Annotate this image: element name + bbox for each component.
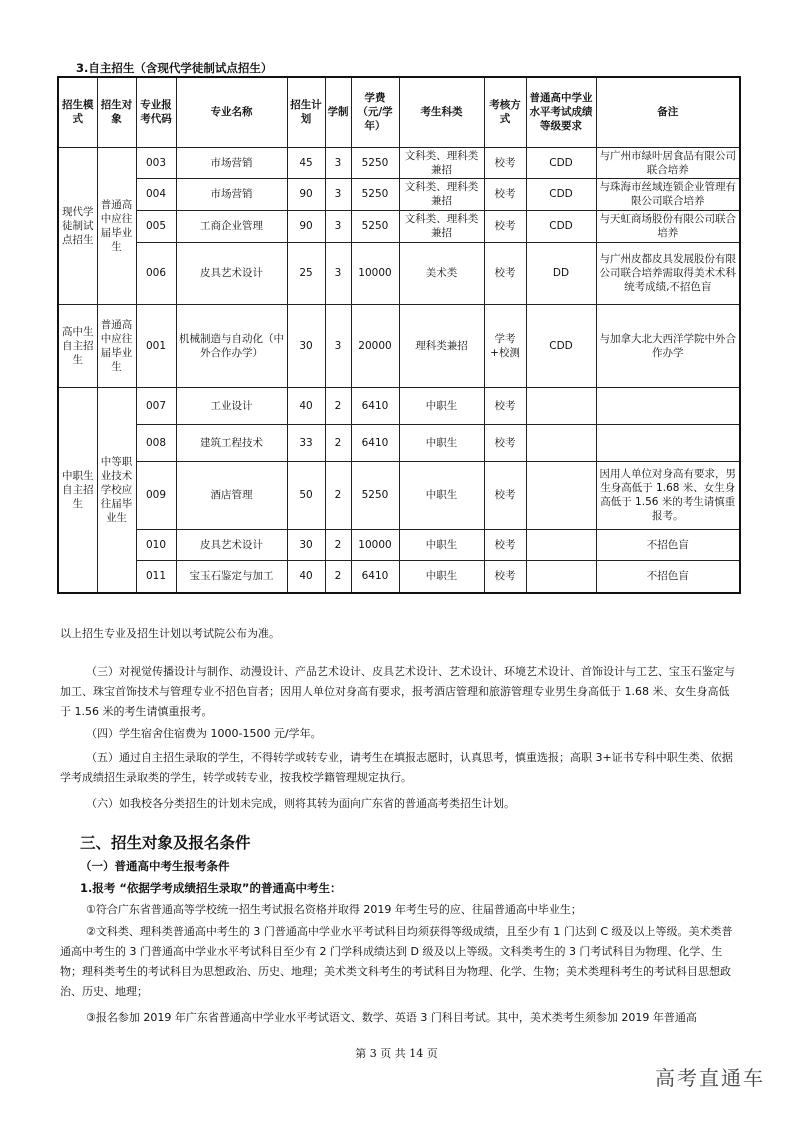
cell-remark: 与珠海市丝域连锁企业管理有限公司联合培养 [596, 178, 740, 210]
cell-remark: 与广州市绿叶居食品有限公司联合培养 [596, 147, 740, 178]
item-4: （四）学生宿舍住宿费为 1000-1500 元/学年。 [86, 727, 322, 740]
cell-exam: 校考 [484, 424, 526, 461]
condition-3: ③报名参加 2019 年广东省普通高中学业水平考试语文、数学、英语 3 门科目考试。其中，美术类考生须参加 2019 年普通高 [86, 1011, 697, 1024]
cell-exam: 学考+校测 [484, 304, 526, 387]
table-row [58, 242, 740, 304]
cell-name: 市场营销 [176, 178, 287, 210]
cell-fee: 10000 [351, 242, 399, 304]
cell-years: 2 [325, 461, 351, 529]
cell-plan: 25 [287, 242, 325, 304]
group-mode: 高中生自主招生 [58, 304, 97, 387]
cell-remark: 不招色盲 [596, 560, 740, 593]
cell-fee: 6410 [351, 560, 399, 593]
cell-exam: 校考 [484, 147, 526, 178]
cell-code: 003 [136, 147, 176, 178]
cell-code: 009 [136, 461, 176, 529]
header-years: 学制 [325, 77, 351, 147]
cell-years: 3 [325, 242, 351, 304]
cell-code: 005 [136, 210, 176, 242]
group-mode: 现代学徒制试点招生 [58, 147, 97, 304]
table-row [58, 560, 740, 593]
cell-grade [526, 529, 596, 560]
cell-grade [526, 424, 596, 461]
condition-2: ②文科类、理科类普通高中考生的 3 门普通高中学业水平考试科目均须获得等级成绩，且至少有 1 门达到 C 级及以上等级。美术类普通高中考生的 3 门普通高中学业水平考试科目至少有 2 门学科成绩达到 D 级及以上等级。文科类考生的 3 门考试科目为物理、化学、生物；理科类考生的考试科目为思想政治、历史、地理；美术类文科考生的考试科目为物理、化学、生物；美术类理科考生的考试科目思想政治、历史、地理； [60, 925, 733, 998]
cell-plan: 30 [287, 304, 325, 387]
cell-plan: 50 [287, 461, 325, 529]
cell-remark [596, 424, 740, 461]
cell-years: 2 [325, 424, 351, 461]
header-target: 招生对象 [97, 77, 136, 147]
table-row [58, 210, 740, 242]
header-fee: 学费（元/学年） [351, 77, 399, 147]
group-mode: 中职生自主招生 [58, 387, 97, 593]
cell-remark: 与加拿大北大西洋学院中外合作办学 [596, 304, 740, 387]
cell-exam: 校考 [484, 461, 526, 529]
cell-code: 011 [136, 560, 176, 593]
cell-code: 006 [136, 242, 176, 304]
cell-code: 008 [136, 424, 176, 461]
cell-code: 001 [136, 304, 176, 387]
section-heading: 三、招生对象及报名条件 [80, 834, 251, 852]
cell-exam: 校考 [484, 210, 526, 242]
table-row [58, 461, 740, 529]
cell-subject: 中职生 [399, 529, 484, 560]
cell-fee: 5250 [351, 210, 399, 242]
cell-grade [526, 461, 596, 529]
cell-plan: 40 [287, 387, 325, 424]
cell-exam: 校考 [484, 242, 526, 304]
section-title: 3.自主招生（含现代学徒制试点招生） [76, 61, 273, 75]
cell-fee: 6410 [351, 424, 399, 461]
cell-remark: 与广州皮都皮具发展股份有限公司联合培养需取得美术术科统考成绩,不招色盲 [596, 242, 740, 304]
item-5: （五）通过自主招生录取的学生，不得转学或转专业，请考生在填报志愿时，认真思考，慎重选报；高职 3+证书专科中职生类、依据学考成绩招生录取类的学生，转学或转专业，按我校学籍管理规定执行。 [60, 751, 733, 784]
cell-exam: 校考 [484, 560, 526, 593]
cell-code: 010 [136, 529, 176, 560]
group-target: 普通高中应往届毕业生 [97, 147, 136, 304]
cell-subject: 中职生 [399, 461, 484, 529]
cell-years: 3 [325, 147, 351, 178]
cell-grade [526, 387, 596, 424]
cell-grade: CDD [526, 210, 596, 242]
cell-grade: CDD [526, 178, 596, 210]
cell-subject: 中职生 [399, 424, 484, 461]
cell-name: 机械制造与自动化（中外合作办学） [176, 304, 287, 387]
table-row [58, 178, 740, 210]
cell-code: 007 [136, 387, 176, 424]
cell-name: 皮具艺术设计 [176, 529, 287, 560]
header-mode: 招生模式 [58, 77, 97, 147]
group-target: 中等职业技术学校应往届毕业生 [97, 387, 136, 593]
cell-years: 3 [325, 210, 351, 242]
cell-subject: 美术类 [399, 242, 484, 304]
header-name: 专业名称 [176, 77, 287, 147]
group-target: 普通高中应往届毕业生 [97, 304, 136, 387]
cell-name: 酒店管理 [176, 461, 287, 529]
header-grade: 普通高中学业水平考试成绩等级要求 [526, 77, 596, 147]
cell-years: 3 [325, 304, 351, 387]
table-header-row [58, 77, 740, 147]
table-row [58, 529, 740, 560]
cell-fee: 6410 [351, 387, 399, 424]
header-exam: 考核方式 [484, 77, 526, 147]
cell-exam: 校考 [484, 387, 526, 424]
page-footer: 第 3 页 共 14 页 [355, 1047, 438, 1060]
item-6: （六）如我校各分类招生的计划未完成，则将其转为面向广东省的普通高考类招生计划。 [86, 797, 515, 810]
cell-plan: 90 [287, 178, 325, 210]
cell-name: 市场营销 [176, 147, 287, 178]
cell-years: 2 [325, 529, 351, 560]
cell-remark: 不招色盲 [596, 529, 740, 560]
header-remark: 备注 [596, 77, 740, 147]
header-subject: 考生科类 [399, 77, 484, 147]
cell-name: 工商企业管理 [176, 210, 287, 242]
cell-subject: 文科类、理科类兼招 [399, 210, 484, 242]
header-plan: 招生计划 [287, 77, 325, 147]
cell-subject: 理科类兼招 [399, 304, 484, 387]
cell-fee: 20000 [351, 304, 399, 387]
cell-subject: 中职生 [399, 560, 484, 593]
table-row [58, 147, 740, 178]
watermark: 高考直通车 [655, 1066, 765, 1090]
cell-name: 皮具艺术设计 [176, 242, 287, 304]
cell-name: 宝玉石鉴定与加工 [176, 560, 287, 593]
cell-remark [596, 387, 740, 424]
cell-exam: 校考 [484, 178, 526, 210]
cell-code: 004 [136, 178, 176, 210]
subsection-heading: （一）普通高中考生报考条件 [80, 859, 230, 873]
cell-grade [526, 560, 596, 593]
cell-plan: 30 [287, 529, 325, 560]
admissions-table [57, 76, 741, 594]
cell-subject: 中职生 [399, 387, 484, 424]
cell-plan: 40 [287, 560, 325, 593]
cell-name: 工业设计 [176, 387, 287, 424]
cell-plan: 45 [287, 147, 325, 178]
cell-fee: 5250 [351, 147, 399, 178]
cell-subject: 文科类、理科类兼招 [399, 178, 484, 210]
table-footnote: 以上招生专业及招生计划以考试院公布为准。 [60, 627, 280, 640]
table-row [58, 387, 740, 424]
condition-1: ①符合广东省普通高等学校统一招生考试报名资格并取得 2019 年考生号的应、往届普通高中毕业生； [86, 903, 582, 916]
item-3: （三）对视觉传播设计与制作、动漫设计、产品艺术设计、皮具艺术设计、艺术设计、环境艺术设计、首饰设计与工艺、宝玉石鉴定与加工、珠宝首饰技术与管理专业不招色盲者；因用人单位对身高有要求，报考酒店管理和旅游管理专业男生身高低于 1.68 米、女生身高低于 1.56 米的考生请慎重报考。 [60, 665, 735, 718]
cell-subject: 文科类、理科类兼招 [399, 147, 484, 178]
cell-plan: 33 [287, 424, 325, 461]
cell-fee: 10000 [351, 529, 399, 560]
cell-years: 3 [325, 178, 351, 210]
cell-grade: DD [526, 242, 596, 304]
cell-grade: CDD [526, 147, 596, 178]
cell-fee: 5250 [351, 461, 399, 529]
cell-years: 2 [325, 560, 351, 593]
table-row [58, 304, 740, 387]
cell-years: 2 [325, 387, 351, 424]
table-row [58, 424, 740, 461]
cell-plan: 90 [287, 210, 325, 242]
cell-fee: 5250 [351, 178, 399, 210]
cell-remark: 因用人单位对身高有要求，男生身高低于 1.68 米、女生身高低于 1.56 米的考生请慎重报考。 [596, 461, 740, 529]
cell-exam: 校考 [484, 529, 526, 560]
condition-heading: 1.报考 “依据学考成绩招生录取”的普通高中考生： [80, 881, 342, 895]
header-code: 专业报考代码 [136, 77, 176, 147]
cell-remark: 与天虹商场股份有限公司联合培养 [596, 210, 740, 242]
cell-name: 建筑工程技术 [176, 424, 287, 461]
cell-grade: CDD [526, 304, 596, 387]
